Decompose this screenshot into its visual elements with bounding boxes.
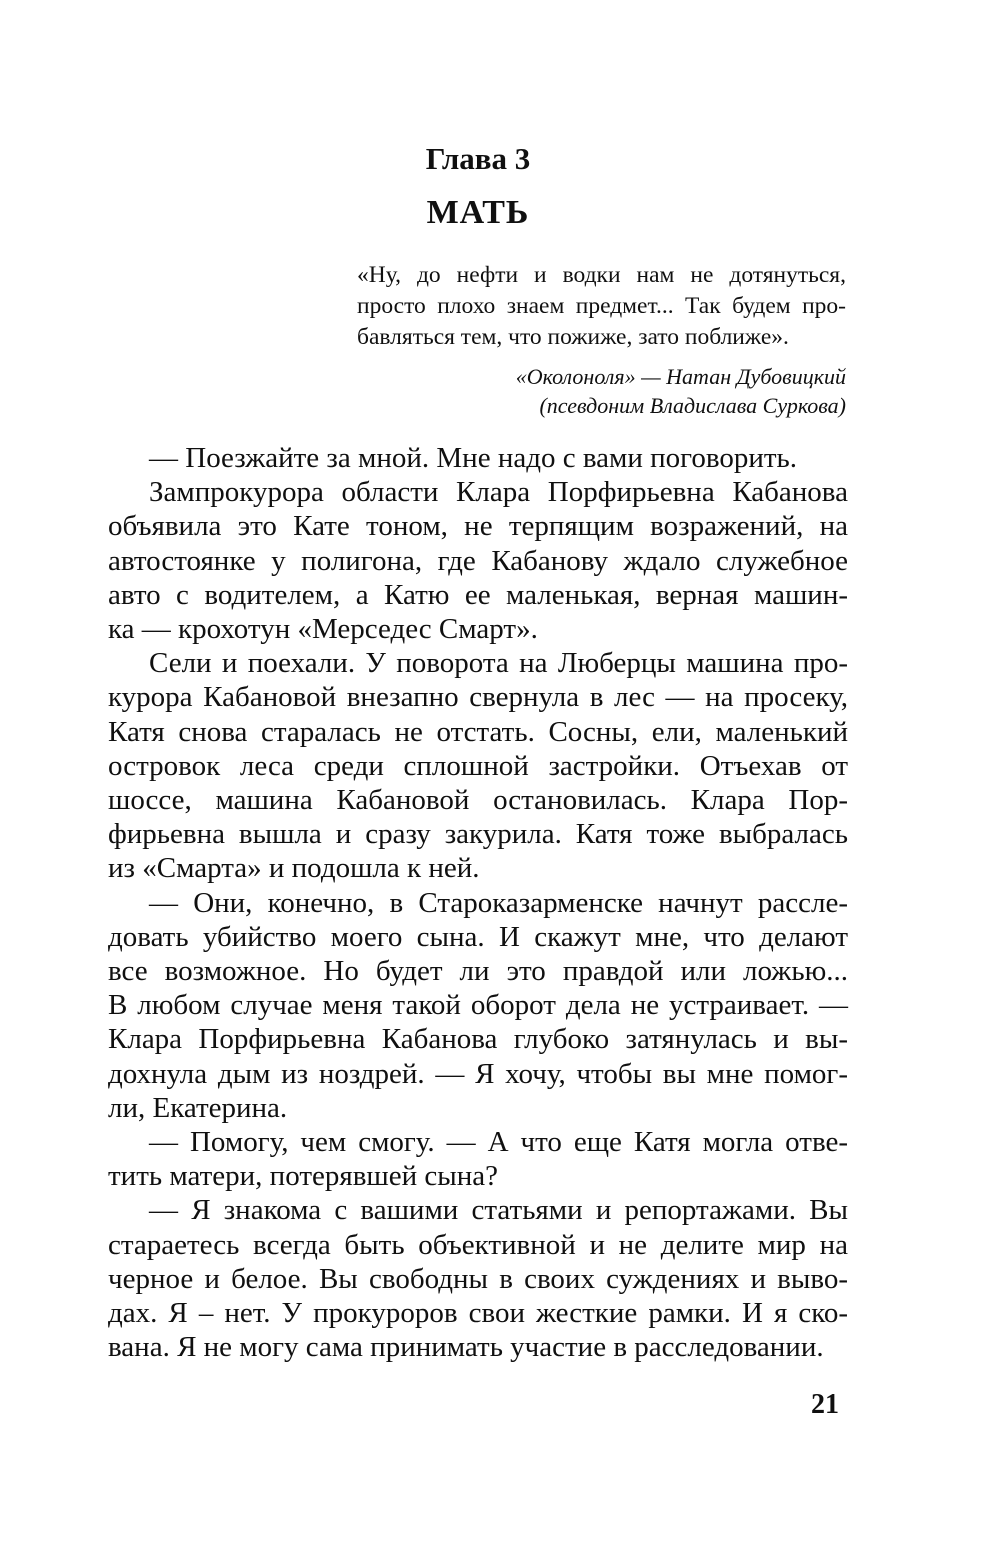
text-line: из «Смарта» и подошла к ней. [108,852,480,885]
text-line: Зампрокурора области Клара Порфирьевна Кабанова [149,476,848,509]
text-line: В любом случае меня такой оборот дела не устраивает. — [108,989,848,1022]
text-line: дохнула дым из ноздрей. — Я хочу, чтобы вы мне помог- [108,1057,848,1090]
text-line: — Поезжайте за мной. Мне надо с вами поговорить. [149,442,797,474]
text-line: просто плохо знаем предмет... Так будем про- [357,293,846,319]
text-line: автостоянке у полигона, где Кабанову ждало служебное [108,544,848,577]
text-line: авто с водителем, а Катю ее маленькая, верная машин- [108,578,848,611]
chapter-title: МАТЬ [426,194,530,231]
epigraph [357,260,846,353]
text-line: довать убийство моего сына. И скажут мне, что делают [108,920,848,953]
text-line: Сели и поехали. У поворота на Люберцы машина про- [149,647,848,680]
text-line: Клара Порфирьевна Кабанова глубоко затянулась и вы- [108,1023,848,1056]
attribution-line: (псевдоним Владислава Суркова) [539,393,846,418]
page-number: 21 [811,1389,839,1420]
text-line: — Я знакома с вашими статьями и репортажами. Вы [149,1194,848,1227]
text-line: Катя снова старалась не отстать. Сосны, ели, маленький [108,715,848,748]
text-line: фирьевна вышла и сразу закурила. Катя тоже выбралась [108,818,848,851]
text-line: все возможное. Но будет ли это правдой или ложью... [108,955,848,988]
text-line: тить матери, потерявшей сына? [108,1160,498,1193]
text-line: ли, Екатерина. [108,1091,288,1124]
text-line: — Они, конечно, в Староказарменске начнут рассле- [149,886,848,919]
text-line: шоссе, машина Кабановой остановилась. Клара Пор- [108,784,848,817]
text-line: стараетесь всегда быть объективной и не делите мир на [108,1228,848,1261]
text-column [108,0,848,1562]
text-line: бавляться тем, что пожиже, зато поближе». [357,324,789,350]
body-text [108,441,848,1364]
text-line: — Помогу, чем смогу. — А что еще Катя могла отве- [149,1126,848,1159]
text-line: «Ну, до нефти и водки нам не дотянуться, [357,262,846,288]
chapter-label: Глава 3 [425,141,531,176]
text-line: островок леса среди сплошной застройки. Отъехав от [108,749,848,782]
text-line: вана. Я не могу сама принимать участие в расследовании. [108,1331,824,1364]
text-line: дах. Я – нет. У прокуроров свои жесткие рамки. И я ско- [108,1297,848,1330]
text-line: объявила это Кате тоном, не терпящим возражений, на [108,510,848,543]
attribution-line: «Околоноля» — Натан Дубовицкий [515,364,846,389]
epigraph-attribution [357,362,846,420]
text-line: ка — крохотун «Мерседес Смарт». [108,613,538,646]
text-line: черное и белое. Вы свободны в своих суждениях и выво- [108,1262,848,1295]
text-line: курора Кабановой внезапно свернула в лес — на просеку, [108,681,848,714]
